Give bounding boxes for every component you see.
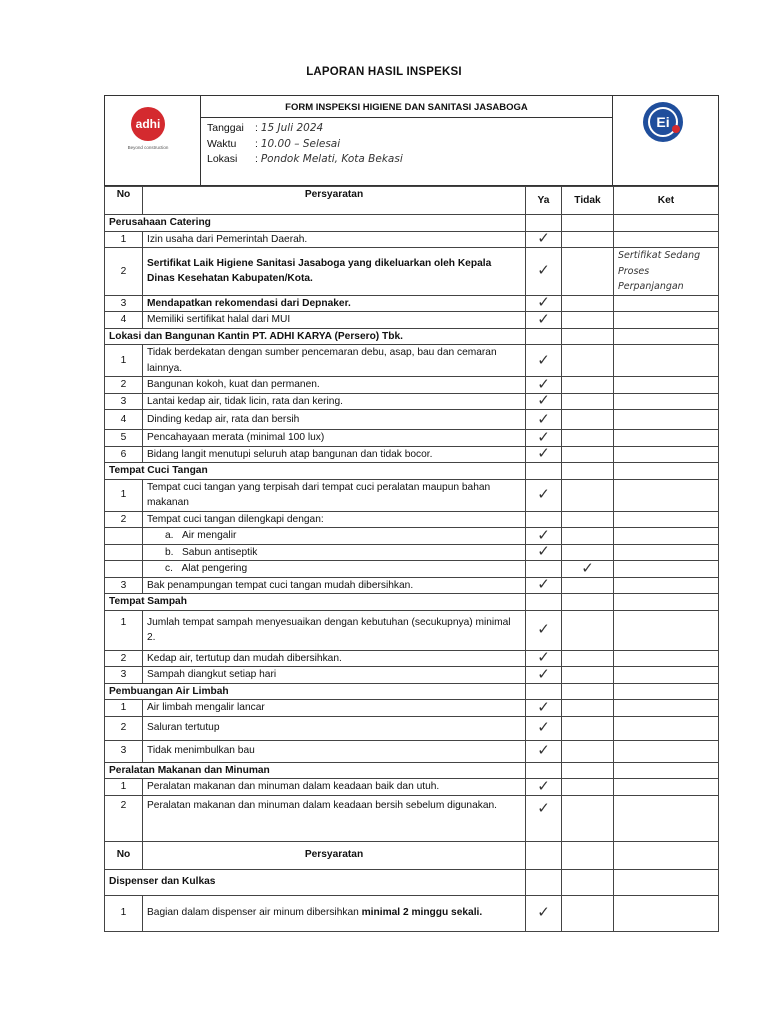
table-row: 1 Air limbah mengalir lancar ✓ [105, 700, 719, 717]
section-header: Tempat Sampah [105, 594, 719, 611]
adhi-logo-text: adhi [135, 117, 161, 131]
check-mark: ✓ [526, 430, 562, 447]
check-mark: ✓ [526, 528, 562, 545]
check-mark: ✓ [526, 895, 562, 931]
col-ket: Ket [614, 187, 719, 215]
form-header [104, 95, 719, 186]
check-mark: ✓ [526, 410, 562, 430]
table-row: 3 Bak penampungan tempat cuci tangan mudah dibersihkan. ✓ [105, 577, 719, 594]
section-header: Lokasi dan Bangunan Kantin PT. ADHI KARYA (Persero) Tbk. [105, 328, 719, 345]
table-row: 1 Bagian dalam dispenser air minum dibersihkan minimal 2 minggu sekali. ✓ [105, 895, 719, 931]
lokasi-label: Lokasi [207, 153, 238, 165]
table-row: 4 Dinding kedap air, rata dan bersih ✓ [105, 410, 719, 430]
table-row: 5 Pencahayaan merata (minimal 100 lux) ✓ [105, 430, 719, 447]
check-mark: ✓ [526, 446, 562, 463]
check-mark: ✓ [526, 779, 562, 796]
table-row: 2 Saluran tertutup ✓ [105, 716, 719, 740]
table-row: 1 Tempat cuci tangan yang terpisah dari tempat cuci peralatan maupun bahan makanan ✓ [105, 479, 719, 511]
check-mark: ✓ [526, 377, 562, 394]
table-row: 3 Mendapatkan rekomendasi dari Depnaker. ✓ [105, 295, 719, 312]
check-mark: ✓ [526, 610, 562, 650]
table-row: 3 Sampah diangkut setiap hari ✓ [105, 667, 719, 684]
check-mark: ✓ [562, 561, 614, 578]
table-row: c. Alat pengering ✓ [105, 561, 719, 578]
tanggal-value: 15 Juli 2024 [260, 122, 324, 134]
section-header: Perusahaan Catering [105, 215, 719, 232]
adhi-logo [105, 96, 201, 186]
form-title: FORM INSPEKSI HIGIENE DAN SANITASI JASABOGA [201, 96, 612, 118]
col-persyaratan: Persyaratan [143, 841, 526, 869]
table-row: 1 Izin usaha dari Pemerintah Daerah. ✓ [105, 231, 719, 248]
table-header-repeat [105, 841, 719, 869]
table-row: 1 Jumlah tempat sampah menyesuaikan dengan kebutuhan (secukupnya) minimal 2. ✓ [105, 610, 719, 650]
table-row: 3 Tidak menimbulkan bau ✓ [105, 740, 719, 762]
check-mark: ✓ [526, 312, 562, 329]
check-mark: ✓ [526, 577, 562, 594]
check-mark: ✓ [526, 248, 562, 296]
check-mark: ✓ [526, 716, 562, 740]
section-header: Tempat Cuci Tangan [105, 463, 719, 480]
col-tidak: Tidak [562, 187, 614, 215]
col-no: No [105, 841, 143, 869]
ei-logo [613, 96, 719, 186]
check-mark: ✓ [526, 700, 562, 717]
table-row: 3 Lantai kedap air, tidak licin, rata dan kering. ✓ [105, 393, 719, 410]
table-header [105, 187, 719, 215]
tanggal-label: Tanggai [207, 122, 244, 134]
table-row: 2 Tempat cuci tangan dilengkapi dengan: [105, 511, 719, 528]
table-row: 2 Bangunan kokoh, kuat dan permanen. ✓ [105, 377, 719, 394]
table-row: 6 Bidang langit menutupi seluruh atap bangunan dan tidak bocor. ✓ [105, 446, 719, 463]
adhi-logo-tagline: Beyond construction [127, 145, 169, 150]
check-mark: ✓ [526, 650, 562, 667]
col-persyaratan: Persyaratan [143, 187, 526, 215]
table-row: 4 Memiliki sertifikat halal dari MUI ✓ [105, 312, 719, 329]
check-mark: ✓ [526, 479, 562, 511]
check-mark: ✓ [526, 231, 562, 248]
table-row: 2 Peralatan makanan dan minuman dalam keadaan bersih sebelum digunakan. ✓ [105, 795, 719, 841]
section-header: Peralatan Makanan dan Minuman [105, 762, 719, 779]
table-row: 1 Peralatan makanan dan minuman dalam keadaan baik dan utuh. ✓ [105, 779, 719, 796]
check-mark: ✓ [526, 393, 562, 410]
check-mark: ✓ [526, 345, 562, 377]
check-mark: ✓ [526, 667, 562, 684]
document-title: LAPORAN HASIL INSPEKSI [306, 66, 462, 78]
section-header: Dispenser dan Kulkas [105, 869, 719, 895]
table-row: 2 Kedap air, tertutup dan mudah dibersihkan. ✓ [105, 650, 719, 667]
table-row: 2 Sertifikat Laik Higiene Sanitasi Jasaboga yang dikeluarkan oleh Kepala Dinas Kesehatan Kabupaten/Kota. ✓ Sertifikat Sedang Proses Perpanjangan [105, 248, 719, 296]
waktu-label: Waktu [207, 137, 237, 150]
waktu-value: 10.00 – Selesai [260, 137, 341, 150]
check-mark: ✓ [526, 795, 562, 841]
ket-note: Sertifikat Sedang Proses Perpanjangan [614, 248, 719, 296]
table-row: a. Air mengalir ✓ [105, 528, 719, 545]
requirements-table [104, 186, 719, 932]
check-mark: ✓ [526, 740, 562, 762]
table-row: 1 Tidak berdekatan dengan sumber pencemaran debu, asap, bau dan cemaran lainnya. ✓ [105, 345, 719, 377]
ei-logo-text: Ei [656, 114, 670, 130]
check-mark: ✓ [526, 544, 562, 561]
section-header: Pembuangan Air Limbah [105, 683, 719, 700]
form-info: FORM INSPEKSI HIGIENE DAN SANITASI JASABOGA Tanggai : 15 Juli 2024 Waktu : 10.00 – Selesai Lokasi : Pondok Melati, Kota Bekasi [201, 96, 613, 186]
check-mark: ✓ [526, 295, 562, 312]
col-no: No [105, 187, 143, 215]
lokasi-value: Pondok Melati, Kota Bekasi [260, 153, 403, 165]
col-ya: Ya [526, 187, 562, 215]
inspection-form [104, 95, 718, 933]
table-row: b. Sabun antiseptik ✓ [105, 544, 719, 561]
